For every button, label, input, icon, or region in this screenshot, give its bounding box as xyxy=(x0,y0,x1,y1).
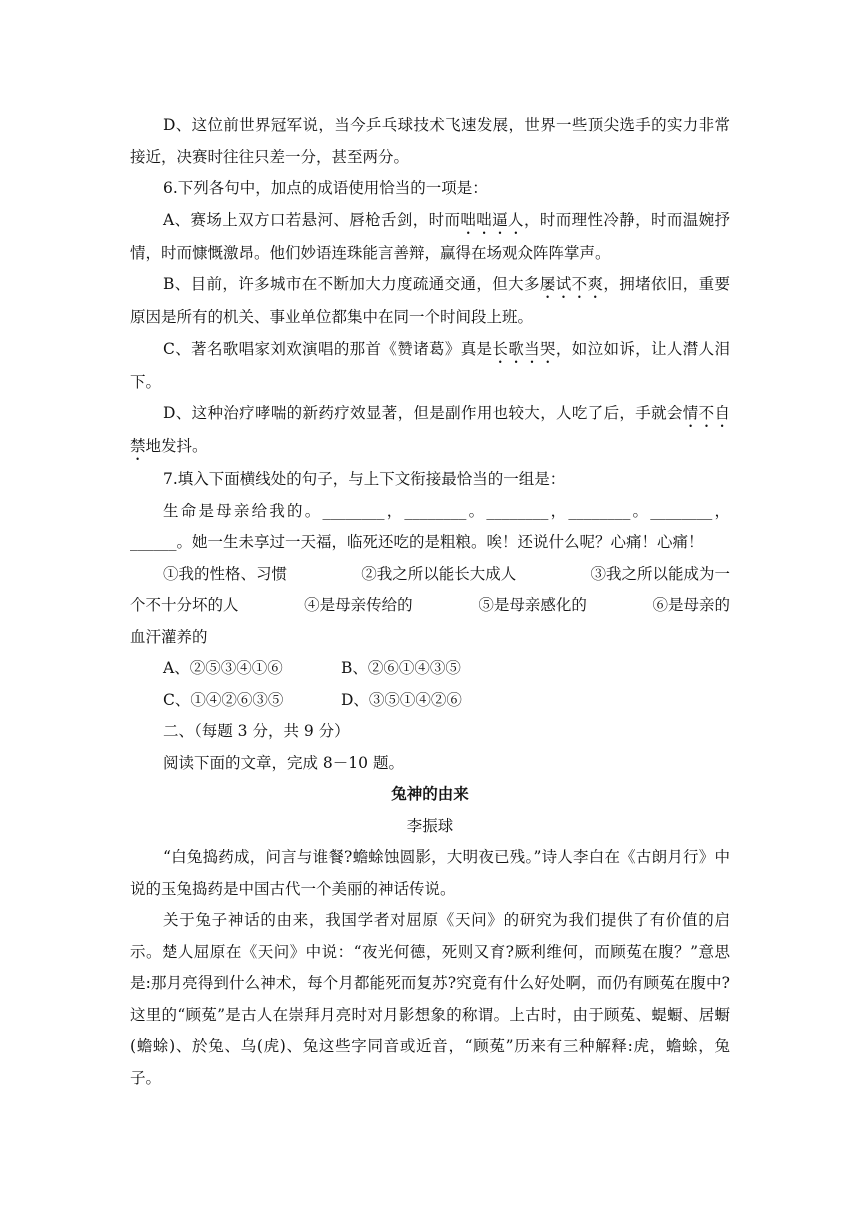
dotted-idiom: 情不自禁 xyxy=(130,404,730,455)
q7-option-d: D、③⑤①④②⑥ xyxy=(341,690,462,709)
q7-stem: 7.填入下面横线处的句子，与上下文衔接最恰当的一组是： xyxy=(163,470,566,488)
article-paragraph-2: 关于兔子神话的由来，我国学者对屈原《天问》的研究为我们提供了有价值的启示。楚人屈原在《天问》中说：“夜光何德，死则又育?厥利维何，而顾菟在腹？”意思是:那月亮得到什么神术，每个月都能死而复苏?究竟有什么好处啊，而仍有顾菟在腹中?这里的“顾菟”是古人在崇拜月亮时对月影想象的称谓。上古时，由于顾菟、蝭蟵、居蟵(蟾蜍)、於兔、乌(虎)、兔这些字同音或近音，“顾菟”历来有三种解释:虎，蟾蜍，兔子。 xyxy=(130,911,730,1087)
article-title: 兔神的由来 xyxy=(391,785,469,803)
q7-text: 生命是母亲给我的。________，________。________，________。________，______。她一生未享过一天福，临死还吃的是粗粮。唉！还说什么呢？心痛！心痛！ xyxy=(130,501,730,551)
q7-items-line2: 个不十分坏的人 ④是母亲传给的 ⑤是母亲感化的 ⑥是母亲的 xyxy=(130,596,730,614)
q6-option-d: D、这种治疗哮喘的新药疗效显著，但是副作用也较大，人吃了后，手就会情不自禁地发抖。 xyxy=(130,404,730,455)
q7-option-c: C、①④②⑥③⑤ xyxy=(163,690,284,709)
q7-items-line3: 血汗灌养的 xyxy=(130,627,208,646)
dotted-idiom: 屡试不爽 xyxy=(539,275,604,293)
dotted-idiom: 咄咄逼人 xyxy=(460,210,524,229)
q6-option-a: A、赛场上双方口若悬河、唇枪舌剑，时而咄咄逼人，时而理性冷静，时而温婉抒情，时而慷慨激昂。他们妙语连珠能言善辩，赢得在场观众阵阵掌声。 xyxy=(130,210,730,262)
q7-items-line1: ①我的性格、习惯 ②我之所以能长大成人 ③我之所以能成为一 xyxy=(163,564,730,583)
q7-options-ab xyxy=(130,653,730,685)
article-paragraph-1: “白兔捣药成，问言与谁餐?蟾蜍蚀圆影，大明夜已残。”诗人李白在《古朗月行》中说的玉兔捣药是中国古代一个美丽的神话传说。 xyxy=(130,848,730,898)
q6-option-c: C、著名歌唱家刘欢演唱的那首《赞诸葛》真是长歌当哭，如泣如诉，让人潸人泪下。 xyxy=(130,339,730,391)
q7-option-a: A、②⑤③④①⑥ xyxy=(163,659,283,677)
article-author: 李振球 xyxy=(406,816,454,835)
q7-option-b: B、②⑥①④③⑤ xyxy=(341,659,461,677)
q7-options-cd xyxy=(130,685,730,717)
section-instruction: 阅读下面的文章，完成 8－10 题。 xyxy=(163,753,404,772)
q5-option-d: D、这位前世界冠军说，当今乒乓球技术飞速发展，世界一些顶尖选手的实力非常接近，决赛时往往只差一分，甚至两分。 xyxy=(130,116,730,166)
q6-stem: 6.下列各句中，加点的成语使用恰当的一项是： xyxy=(163,179,488,197)
q6-option-b: B、目前，许多城市在不断加大力度疏通交通，但大多屡试不爽，拥堵依旧，重要原因是所有的机关、事业单位都集中在同一个时间段上班。 xyxy=(130,275,730,326)
dotted-idiom: 长歌当哭 xyxy=(492,339,556,358)
section-heading: 二、（每题 3 分，共 9 分） xyxy=(163,722,350,740)
document-body xyxy=(130,110,730,1094)
